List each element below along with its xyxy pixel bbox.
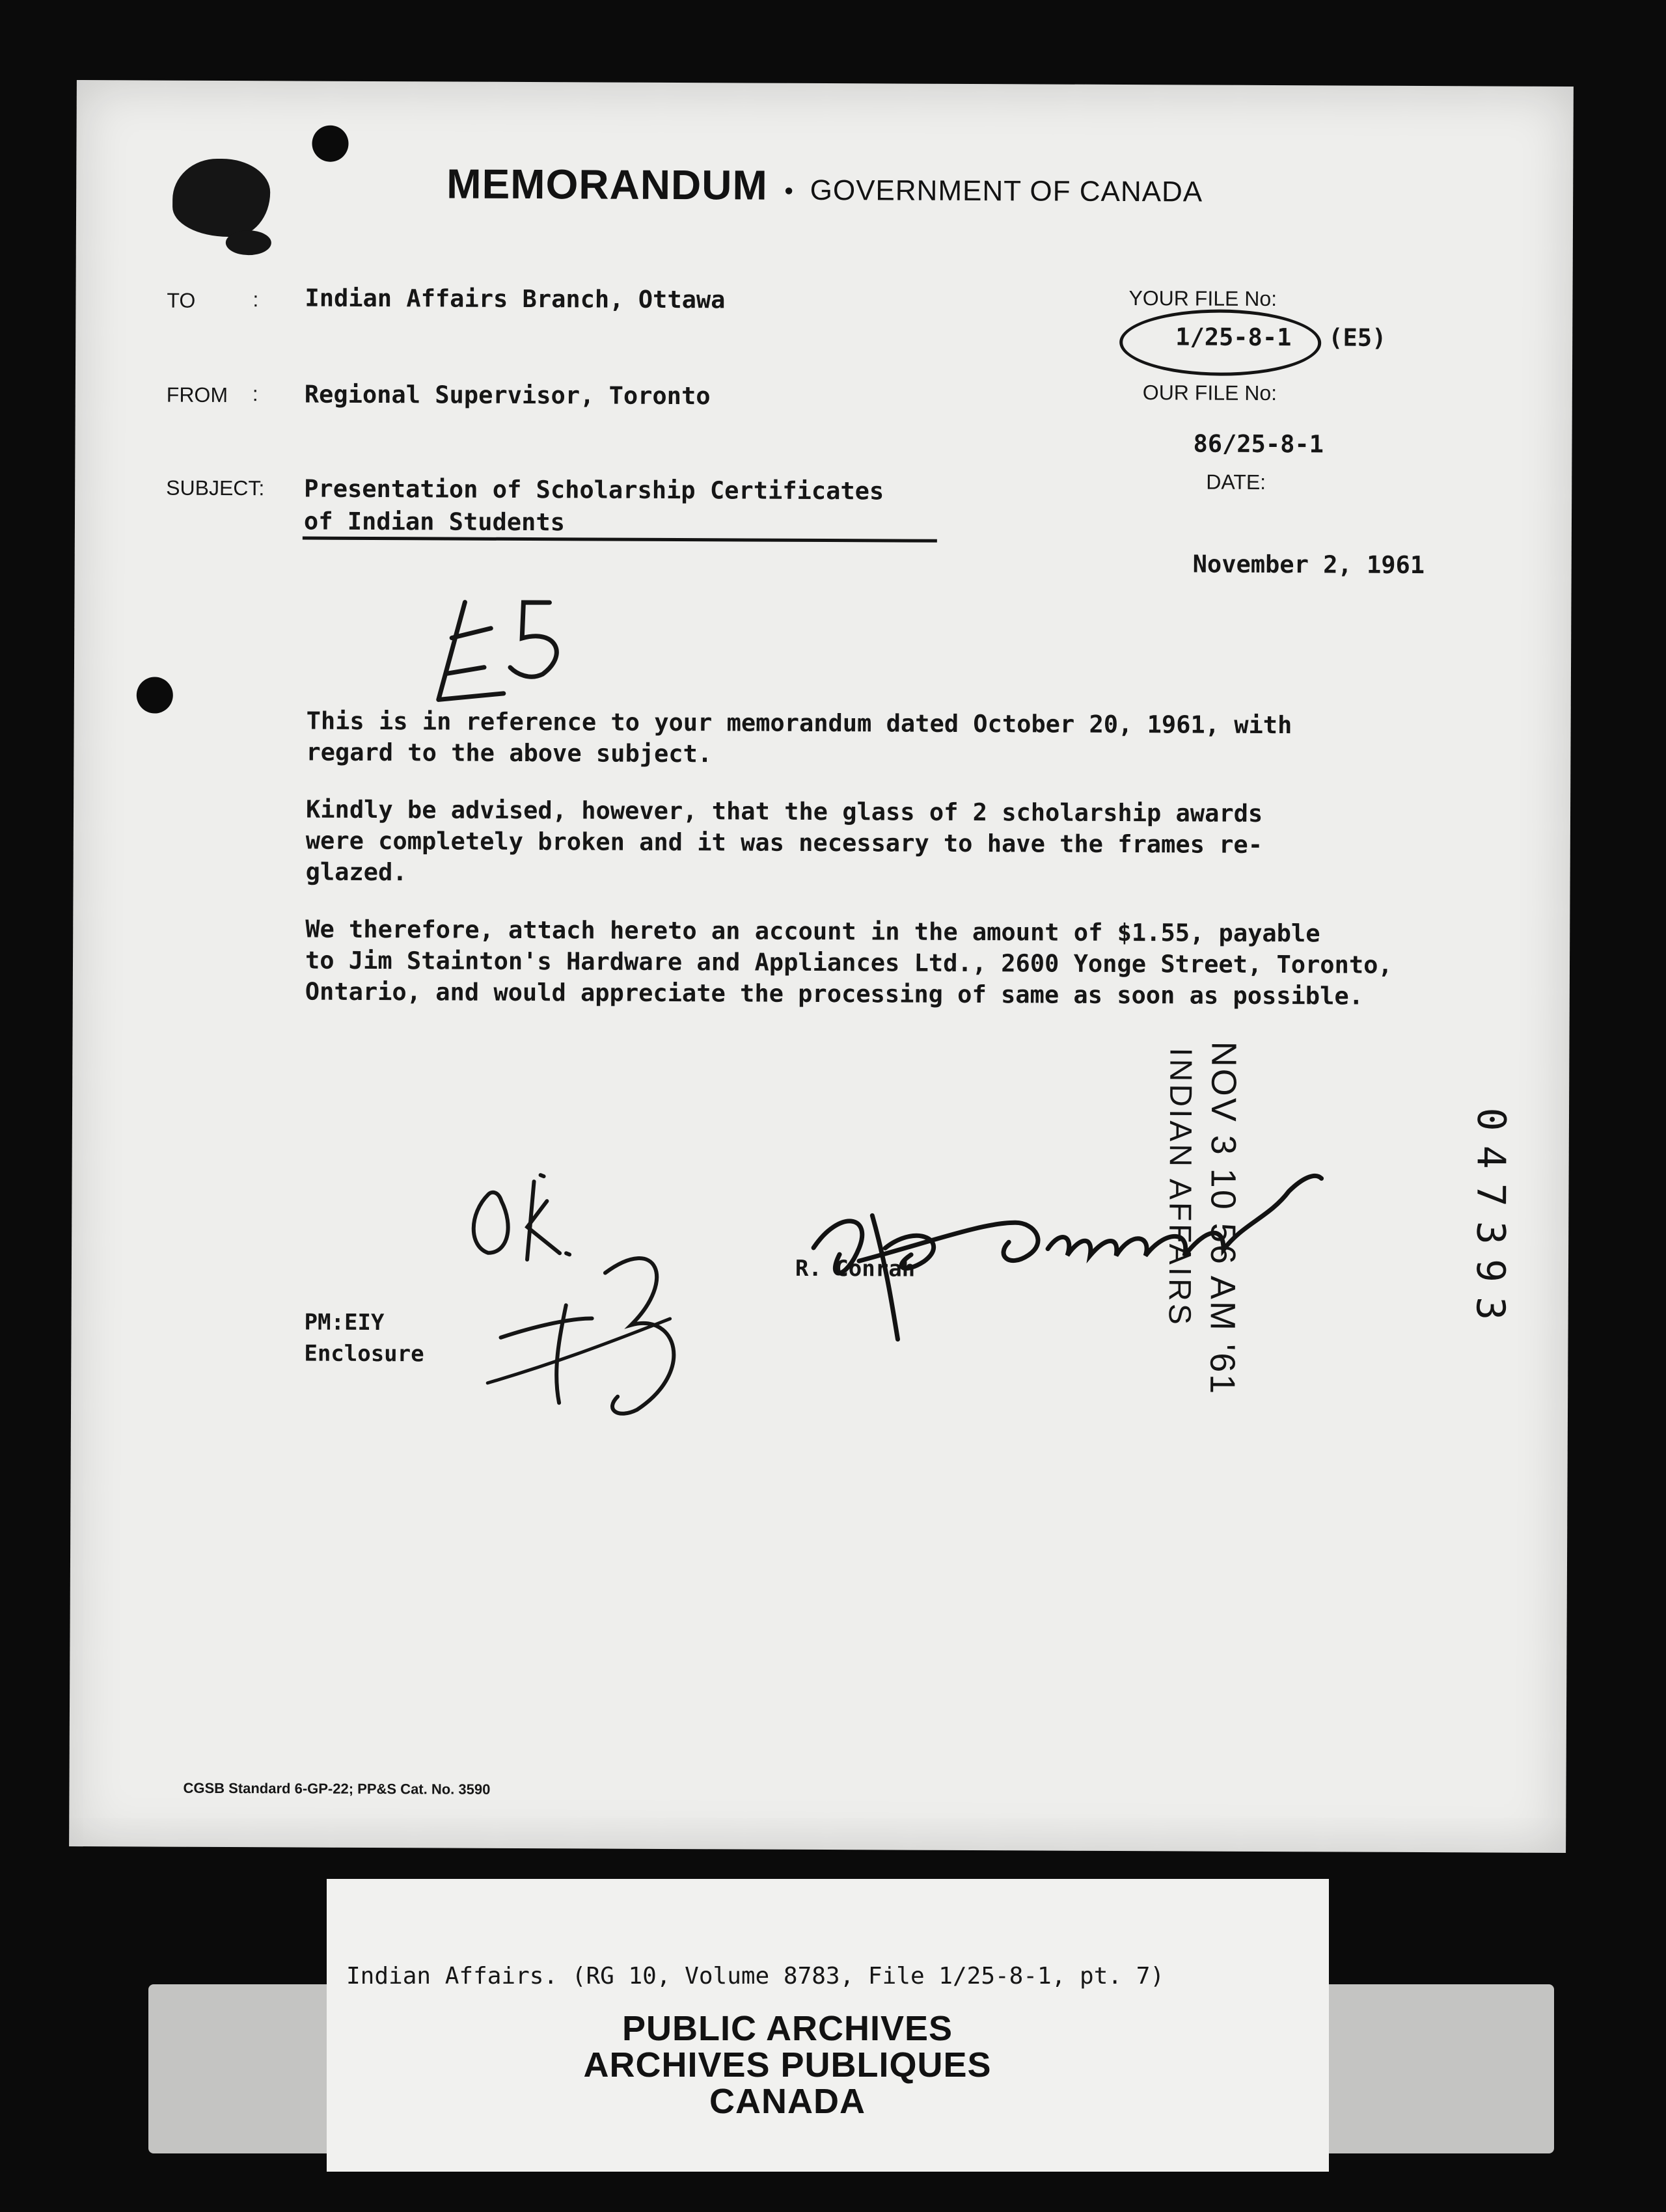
signature: [800, 1150, 1413, 1413]
date-value: November 2, 1961: [1192, 550, 1425, 580]
serial-number-stamp: 047393: [1467, 1107, 1514, 1335]
header-org: GOVERNMENT OF CANADA: [810, 174, 1203, 208]
archive-stamp-line-2: ARCHIVES PUBLIQUES: [583, 2045, 992, 2084]
punch-hole: [137, 677, 173, 713]
our-file-value: 86/25-8-1: [1193, 429, 1324, 459]
punch-hole: [312, 126, 348, 162]
subject-label: SUBJECT:: [166, 476, 265, 500]
public-archives-stamp: [430, 2010, 1145, 2120]
body-paragraph-2: Kindly be advised, however, that the glass of 2 scholarship awards were completely broken and it was necessary to have the frames re- glazed.: [305, 795, 1263, 887]
handwritten-ok-initials: [461, 1155, 762, 1469]
archive-stamp-line-3: CANADA: [709, 2082, 866, 2121]
memo-title: MEMORANDUM: [446, 160, 768, 209]
subject-line-2: of Indian Students: [303, 507, 566, 537]
our-file-label: OUR FILE No:: [1142, 381, 1277, 405]
subject-underline: [303, 537, 937, 543]
handwritten-e5: [413, 576, 621, 720]
initials: PM:EIY: [304, 1309, 385, 1336]
received-date-stamp: NOV 3 10 56 AM '61: [1203, 1041, 1244, 1396]
archive-reference: Indian Affairs. (RG 10, Volume 8783, File 1/25-8-1, pt. 7): [346, 1963, 1165, 1989]
from-value: Regional Supervisor, Toronto: [304, 380, 711, 411]
received-dept-stamp: INDIAN AFFAIRS: [1162, 1047, 1198, 1327]
header-separator: •: [782, 178, 797, 206]
to-value: Indian Affairs Branch, Ottawa: [305, 284, 726, 314]
your-file-value: 1/25-8-1: [1175, 323, 1292, 352]
signature-typed-name: R. Conrah: [795, 1255, 916, 1282]
to-colon: :: [253, 288, 259, 312]
your-file-label: YOUR FILE No:: [1128, 286, 1277, 311]
subject-line-1: Presentation of Scholarship Certificates: [304, 474, 884, 506]
body-paragraph-3: We therefore, attach hereto an account in the amount of $1.55, payable to Jim Stainton's Hardware and Appliances Ltd., 2600 Yonge Street, Toronto, Ontario, and would appreciate the processing of same as soon as possible.: [305, 915, 1393, 1010]
from-label: FROM: [166, 383, 228, 407]
form-standard-note: CGSB Standard 6-GP-22; PP&S Cat. No. 3590: [183, 1779, 491, 1798]
date-label: DATE:: [1206, 470, 1266, 494]
to-label: TO: [167, 288, 196, 312]
memo-body: [305, 706, 1543, 1039]
enclosure-label: Enclosure: [304, 1340, 424, 1368]
from-colon: :: [252, 382, 258, 406]
body-paragraph-1: This is in reference to your memorandum dated October 20, 1961, with regard to the above subject.: [306, 707, 1292, 768]
memo-page: [69, 80, 1574, 1853]
memo-header: [76, 158, 1573, 213]
your-file-suffix: (E5): [1328, 323, 1387, 352]
ink-blot: [226, 230, 271, 255]
archive-stamp-line-1: PUBLIC ARCHIVES: [621, 2009, 953, 2048]
